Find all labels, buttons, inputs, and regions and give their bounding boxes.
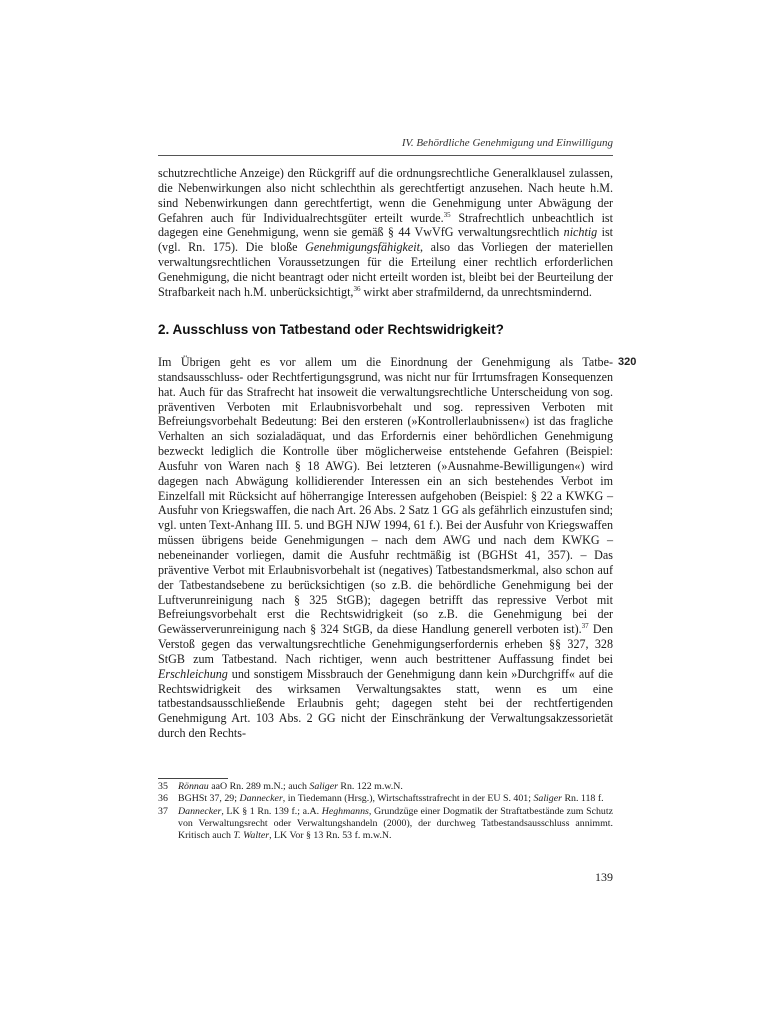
author-name: Heghmanns <box>321 805 369 817</box>
footnote-36 <box>158 793 613 805</box>
text-run: Rn. 122 m.w.N. <box>337 781 403 792</box>
author-name: Rönnau <box>178 781 209 792</box>
footnote-text <box>178 793 613 805</box>
body-paragraph-2 <box>158 355 613 741</box>
margin-number: 320 <box>618 356 637 368</box>
text-run: , LK Vor § 13 Rn. 53 f. m.w.N. <box>269 830 392 842</box>
emphasis-genehmigungsfaehigkeit: Genehmigungsfähigkeit <box>305 240 420 255</box>
text-run: , in Tiedemann (Hrsg.), Wirtschaftsstrafrecht in der EU S. 401; <box>282 793 534 805</box>
author-name: Dannecker <box>178 805 222 817</box>
footnote-37 <box>158 806 613 843</box>
body-paragraph-1 <box>158 166 613 300</box>
author-name: Saliger <box>309 781 338 792</box>
text-run: aaO Rn. 289 m.N.; auch <box>208 781 310 792</box>
running-header: IV. Behördliche Genehmigung und Einwilligung <box>401 137 613 149</box>
footnote-number: 36 <box>158 793 168 805</box>
text-run: wirkt aber strafmildernd, da unrechtsmindernd. <box>360 284 592 299</box>
emphasis-nichtig: nichtig <box>563 225 598 240</box>
text-run: schutzrechtliche Anzeige) den Rückgriff auf die ordnungsrechtliche Generalklausel zulassen, die Nebenwirkungen also nicht schlechthin als gerechtfertigt anzusehen. Nach heute h.M. sind Nebenwirkungen dann gerechtfertigt, wenn die Genehmigung unter Abwägung der Gefahren auch für Individualrechtsgüter erteilt wurde. <box>158 166 613 225</box>
footnote-ref-37: 37 <box>581 622 589 631</box>
emphasis-erschleichung: Erschleichung <box>158 666 228 681</box>
footnote-number: 37 <box>158 805 168 817</box>
text-run: und sonstigem Missbrauch der Genehmigung dann kein »Durchgriff« auf die Rechtswidrigkeit des wirksamen Verwaltungsaktes statt, wenn es um eine tatbestandsausschließende Erlaubnis geht; dagegen steht bei der rechtfertigenden Genehmigung Art. 103 Abs. 2 GG nicht der Einschränkung der Verwaltungsakzessorietät durch den Rechts- <box>158 666 613 741</box>
page-number: 139 <box>595 870 613 884</box>
author-name: Dannecker <box>239 793 283 805</box>
footnotes <box>158 781 613 842</box>
text-run: BGHSt 37, 29; <box>178 793 240 805</box>
text-run: Rn. 118 f. <box>561 793 604 805</box>
footnote-rule <box>158 778 228 779</box>
author-name: Saliger <box>533 793 562 805</box>
footnote-ref-35: 35 <box>443 210 451 219</box>
footnote-text <box>178 781 613 793</box>
text-run: , Grundzüge einer Dogmatik der Straftatbestände zum Schutz von Verwaltungsrecht oder Verwaltungshandeln (2000), der durchweg Tatbestandsausschluss annimmt. Kritisch auch <box>178 805 613 842</box>
text-run: Im Übrigen geht es vor allem um die Einordnung der Genehmigung als Tatbestandsausschluss- oder Rechtfertigungsgrund, was nicht nur für Irrtumsfragen Konsequenzen hat. Auch für das Strafrecht hat insoweit die verwaltungsrechtliche Unterscheidung von sog. präventiven Verboten mit Erlaubnisvorbehalt und sog. repressiven Verboten mit Befreiungsvorbehalt Bedeutung: Bei den ersteren (»Kontrollerlaubnissen«) ist das fragliche Verhalten an sich sozialadäquat, und das Erfordernis einer behördlichen Genehmigung bezweckt lediglich die Kontrolle über möglicherweise entstehende Gefahren (Beispiel: Ausfuhr von Waren nach § 18 AWG). Bei letzteren (»Ausnahme-Bewilligungen«) wird dagegen nach Abwägung kollidierender Interessen ein an sich bestehendes Verbot im Einzelfall mit Rücksicht auf höherrangige Interessen aufgehoben (Beispiel: § 22 a KWKG – Ausfuhr von Kriegswaffen, die nach Art. 26 Abs. 2 Satz 1 GG als gefährlich einzustufen sind; vgl. unten Text-Anhang III. 5. und BGH NJW 1994, 61 f.). Bei der Ausfuhr von Kriegswaffen müssen übrigens beide Genehmigungen – nach dem AWG und nach dem KWKG – nebeneinander vorliegen, damit die Ausfuhr rechtmäßig ist (BGHSt 41, 357). – Das präventive Verbot mit Erlaubnisvorbehalt ist (negatives) Tatbestandsmerkmal, also schon auf der Tatbestandsebene zu berücksichtigen (so z.B. die behördliche Genehmigung bei der Luftverunreinigung nach § 325 StGB); dagegen betrifft das repressive Verbot mit Befreiungsvorbehalt erst die Rechtswidrigkeit (so z.B. die Genehmigung bei der Gewässerverunreinigung nach § 324 StGB, da diese Handlung generell verboten ist). <box>158 355 613 637</box>
footnote-text <box>178 806 613 843</box>
text-run: Den Verstoß gegen das verwaltungsrechtliche Genehmigungserfordernis erheben §§ 327, 328 StGB zum Tatbestand. Nach richtiger, wenn auch bestrittener Auffassung findet bei <box>158 622 614 666</box>
footnote-ref-36: 36 <box>353 284 361 293</box>
footnote-35 <box>158 781 613 793</box>
author-name: T. Walter <box>233 830 270 842</box>
text-run: , LK § 1 Rn. 139 f.; a.A. <box>221 805 322 817</box>
text-run: Strafrechtlich unbeachtlich ist dagegen eine Genehmigung, wenn sie gemäß § 44 VwVfG verwaltungsrechtlich <box>158 210 613 240</box>
header-rule <box>158 155 613 156</box>
text-run: , also das Vorliegen der materiellen verwaltungsrechtlichen Voraussetzungen für die Erteilung einer rechtlich erforderlichen Genehmigung, die nicht beantragt oder nicht erteilt worden ist, bleibt bei der Beurteilung der Strafbarkeit nach h.M. unberücksichtigt, <box>158 240 613 299</box>
text-run: ist (vgl. Rn. 175). Die bloße <box>158 225 614 255</box>
footnote-number: 35 <box>158 781 168 792</box>
section-heading: 2. Ausschluss von Tatbestand oder Rechtswidrigkeit? <box>158 322 504 337</box>
